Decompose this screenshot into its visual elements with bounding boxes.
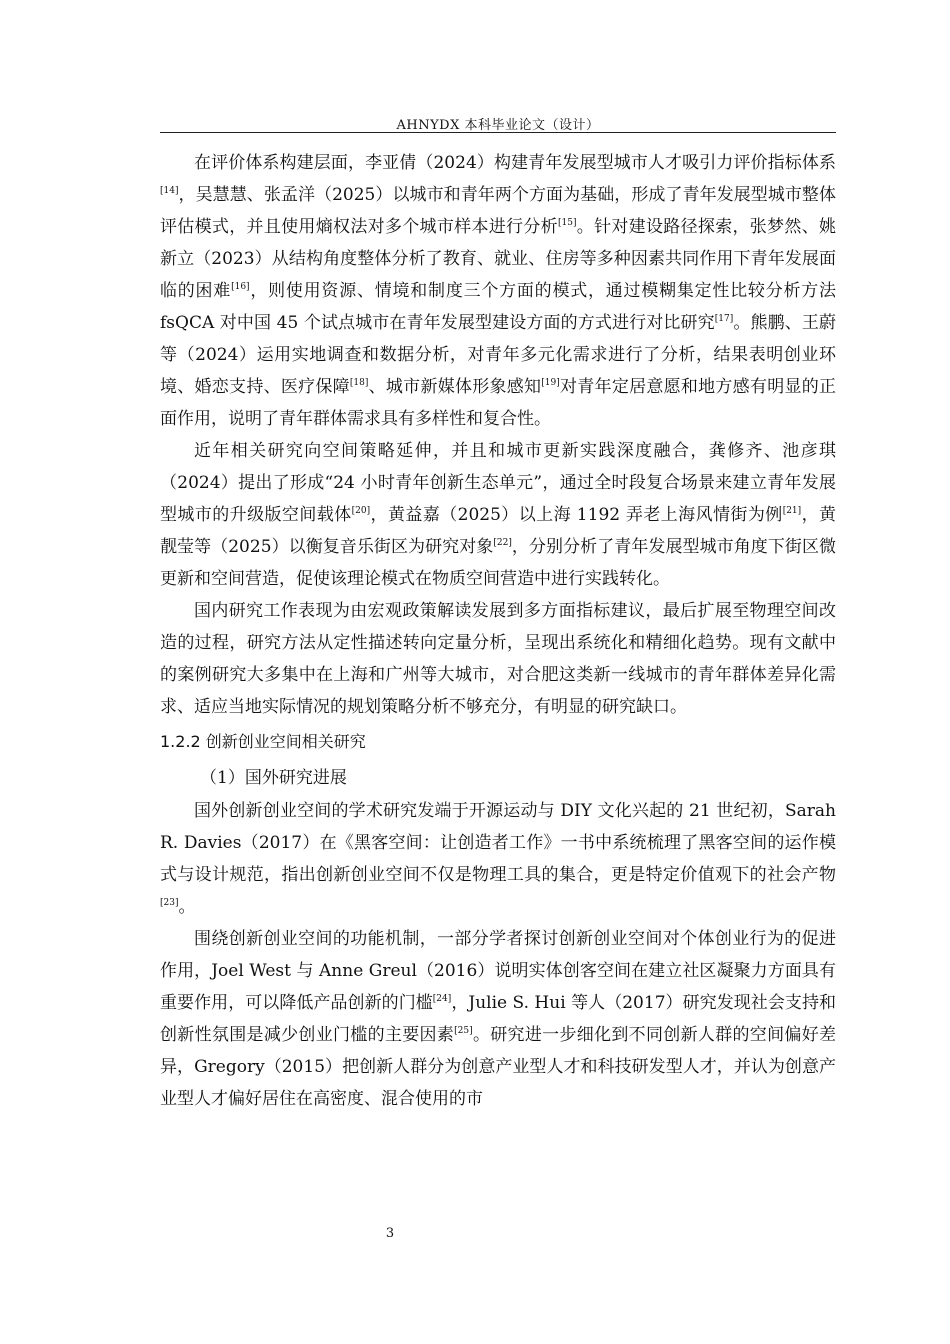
- citation-18: [18]: [349, 378, 369, 388]
- paragraph-evaluation-system: 在评价体系构建层面，李亚倩（2024）构建青年发展型城市人才吸引力评价指标体系[14]，吴慧慧、张孟洋（2025）以城市和青年两个方面为基础，形成了青年发展型城市整体评估模式，并且使用熵权法对多个城市样本进行分析[15]。针对建设路径探索，张梦然、姚新立（2023）从结构角度整体分析了教育、就业、住房等多种因素共同作用下青年发展面临的困难[16]，则使用资源、情境和制度三个方面的模式，通过模糊集定性比较分析方法 fsQCA 对中国 45 个试点城市在青年发展型建设方面的方式进行对比研究[17]。熊鹏、王蔚等（2024）运用实地调查和数据分析，对青年多元化需求进行了分析，结果表明创业环境、婚恋支持、医疗保障[18]、城市新媒体形象感知[19]对青年定居意愿和地方感有明显的正面作用，说明了青年群体需求具有多样性和复合性。: [160, 153, 837, 429]
- header-rule: [160, 132, 836, 133]
- citation-15: [15]: [557, 218, 577, 228]
- citation-23: [23]: [160, 898, 179, 908]
- paragraph-function-mechanism: 围绕创新创业空间的功能机制，一部分学者探讨创新创业空间对个体创业行为的促进作用，Joel West 与 Anne Greul（2016）说明实体创客空间在建立社区凝聚力方面具有重要作用，可以降低产品创新的门槛[24]，Julie S. Hui 等人（2017）研究发现社会支持和创新性氛围是减少创业门槛的主要因素[25]。研究进一步细化到不同创新人群的空间偏好差异，Gregory（2015）把创新人群分为创意产业型人才和科技研发型人才，并认为创意产业型人才偏好居住在高密度、混合使用的市: [160, 929, 837, 1109]
- citation-22: [22]: [493, 538, 512, 548]
- citation-14: [14]: [160, 186, 179, 196]
- citation-20: [20]: [351, 506, 371, 516]
- citation-19: [19]: [541, 378, 560, 388]
- page-number: 3: [385, 1226, 395, 1241]
- body-text: [160, 147, 836, 1115]
- citation-24: [24]: [432, 994, 452, 1004]
- paragraph-domestic-summary: 国内研究工作表现为由宏观政策解读发展到多方面指标建议，最后扩展至物理空间改造的过程，研究方法从定性描述转向定量分析，呈现出系统化和精细化趋势。现有文献中的案例研究大多集中在上海和广州等大城市，对合肥这类新一线城市的青年群体差异化需求、适应当地实际情况的规划策略分析不够充分，有明显的研究缺口。: [160, 601, 836, 717]
- citation-16: [16]: [231, 282, 250, 292]
- citation-21: [21]: [782, 506, 802, 516]
- citation-17: [17]: [714, 314, 734, 324]
- citation-25: [25]: [454, 1026, 473, 1036]
- paragraph-foreign-origin: 国外创新创业空间的学术研究发端于开源运动与 DIY 文化兴起的 21 世纪初，Sarah R. Davies（2017）在《黑客空间：让创造者工作》一书中系统梳理了黑客空间的运作模式与设计规范，指出创新创业空间不仅是物理工具的集合，更是特定价值观下的社会产物[23]。: [160, 801, 836, 917]
- running-header: AHNYDX 本科毕业论文（设计）: [396, 118, 600, 133]
- paragraph-spatial-strategy: 近年相关研究向空间策略延伸，并且和城市更新实践深度融合，龚修齐、池彦琪（2024）提出了形成“24 小时青年创新生态单元”，通过全时段复合场景来建立青年发展型城市的升级版空间载体[20]，黄益嘉（2025）以上海 1192 弄老上海风情街为例[21]，黄靓莹等（2025）以衡复音乐街区为研究对象[22]，分别分析了青年发展型城市角度下街区微更新和空间营造，促使该理论模式在物质空间营造中进行实践转化。: [160, 441, 837, 589]
- section-heading: 1.2.2 创新创业空间相关研究: [160, 732, 366, 751]
- subsection-heading: （1）国外研究进展: [200, 768, 347, 788]
